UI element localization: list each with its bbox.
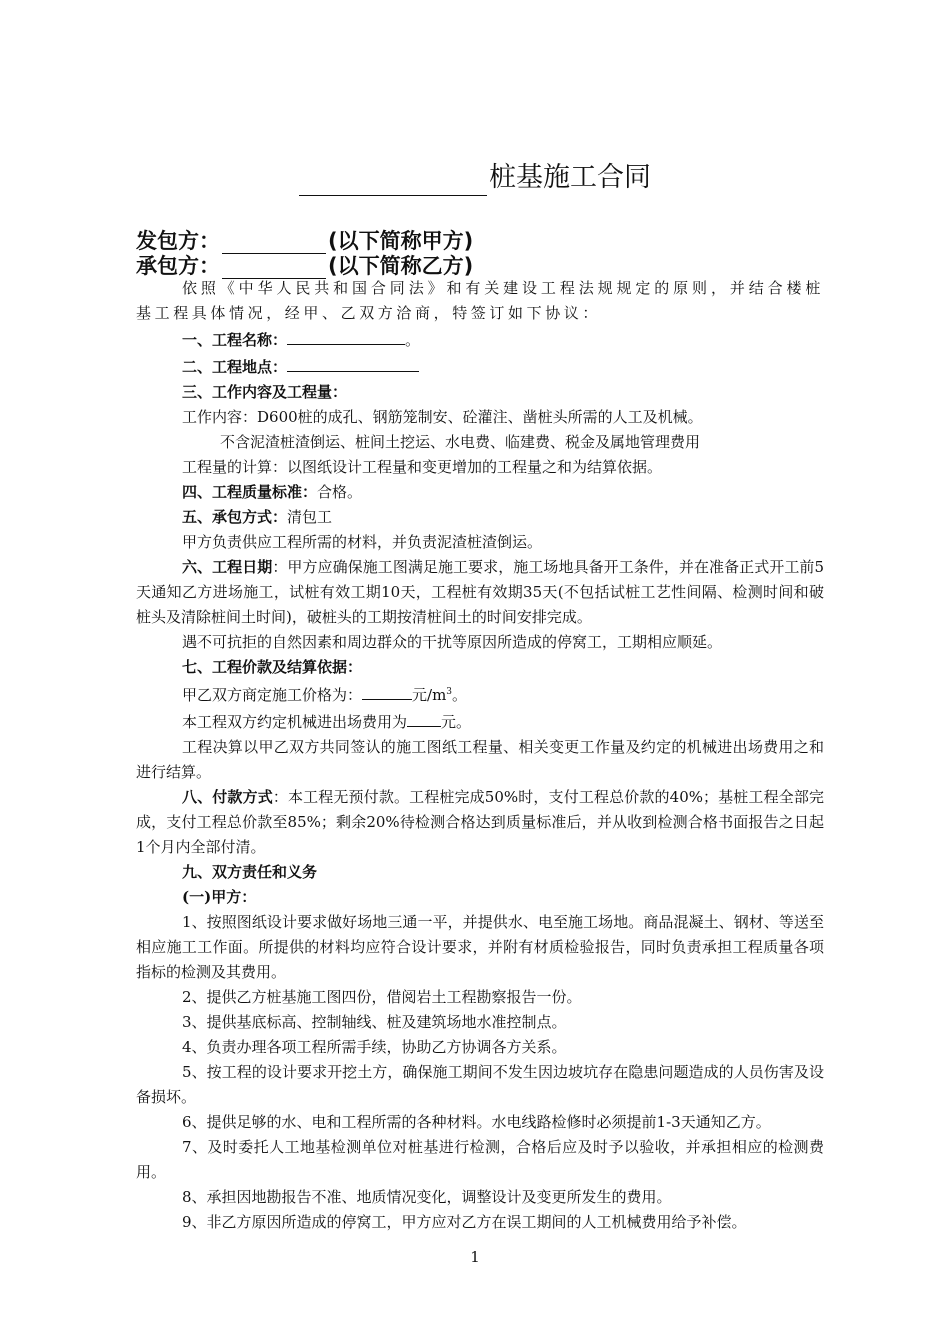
party-a-blank [222,233,326,254]
section-7-heading: 七、工程价款及结算依据： [182,658,363,676]
section-6: 六、工程日期：甲方应确保施工图满足施工要求，施工场地具备开工条件，并在准备正式开工前5天通知乙方进场施工，试桩有效工期10天，工程桩有效期35天(不包括试桩工艺性间隔、检测时间和破桩头及清除桩间土时间)，破桩头的工期按清桩间土的时间安排完成。 [136,558,824,626]
contract-body [136,276,824,1235]
project-name-blank [287,326,405,345]
section-9-sub: (一)甲方： [182,888,257,906]
section-5: 五、承包方式：清包工 [182,508,333,526]
duty-item: 3、提供基底标高、控制轴线、桩及建筑场地水准控制点。 [182,1013,567,1031]
intro-paragraph: 依照《中华人民共和国合同法》和有关建设工程法规规定的原则，并结合楼桩基工程具体情况，经甲、乙双方洽商，特签订如下协议： [136,279,824,322]
section-5-detail: 甲方负责供应工程所需的材料，并负责泥渣桩渣倒运。 [182,533,543,551]
section-7-settle: 工程决算以甲乙双方共同签认的施工图纸工程量、相关变更工作量及约定的机械进出场费用之和进行结算。 [136,738,824,781]
section-2: 二、工程地点： [136,353,824,380]
page-number: 1 [470,1248,480,1266]
section-8: 八、付款方式：本工程无预付款。工程桩完成50%时，支付工程总价款的40%；基桩工程全部完成，支付工程总价款至85%；剩余20%待检测合格达到质量标准后，并从收到检测合格书面报告之日起1个月内全部付清。 [136,788,824,856]
section-9-heading: 九、双方责任和义务 [182,863,318,881]
duty-item: 4、负责办理各项工程所需手续，协助乙方协调各方关系。 [182,1038,567,1056]
duty-item: 6、提供足够的水、电和工程所需的各种材料。水电线路检修时必须提前1-3天通知乙方。 [182,1113,771,1131]
section-6-delay: 遇不可抗拒的自然因素和周边群众的干扰等原因所造成的停窝工，工期相应顺延。 [182,633,723,651]
party-a-line: 发包方： (以下简称甲方) [136,229,474,253]
party-b-line: 承包方： (以下简称乙方) [136,254,474,278]
price-blank [362,681,412,700]
duty-item: 7、及时委托人工地基检测单位对桩基进行检测，合格后应及时予以验收，并承担相应的检测费用。 [136,1138,824,1181]
section-4: 四、工程质量标准：合格。 [182,483,363,501]
section-7-machinery: 本工程双方约定机械进出场费用为 元。 [136,708,824,735]
contract-title: 桩基施工合同 [0,160,950,196]
title-blank [299,169,487,196]
duty-item: 5、按工程的设计要求开挖土方，确保施工期间不发生因边坡坑存在隐患问题造成的人员伤害及设备损坏。 [136,1063,824,1106]
section-3-heading: 三、工作内容及工程量： [182,383,348,401]
section-3-calc: 工程量的计算：以图纸设计工程量和变更增加的工程量之和为结算依据。 [182,458,663,476]
section-7-price: 甲乙双方商定施工价格为： 元$/m^3$。 [136,680,824,708]
duty-item: 2、提供乙方桩基施工图四份，借阅岩土工程勘察报告一份。 [182,988,582,1006]
duty-item: 8、承担因地勘报告不准、地质情况变化，调整设计及变更所发生的费用。 [182,1188,672,1206]
machinery-fee-blank [407,708,441,727]
duty-item: 1、按照图纸设计要求做好场地三通一平，并提供水、电至施工场地。商品混凝土、钢材、等送至相应施工工作面。所提供的材料均应符合设计要求，并附有材质检验报告，同时负责承担工程质量各项指标的检测及其费用。 [136,913,824,981]
duty-item: 9、非乙方原因所造成的停窝工，甲方应对乙方在误工期间的人工机械费用给予补偿。 [182,1213,747,1231]
section-1: 一、工程名称： 。 [136,326,824,353]
section-3-content: 工作内容：D600桩的成孔、钢筋笼制安、砼灌注、凿桩头所需的人工及机械。 [182,408,703,426]
section-3-exclude: 不含泥渣桩渣倒运、桩间土挖运、水电费、临建费、税金及属地管理费用 [220,433,701,451]
project-location-blank [287,353,419,372]
